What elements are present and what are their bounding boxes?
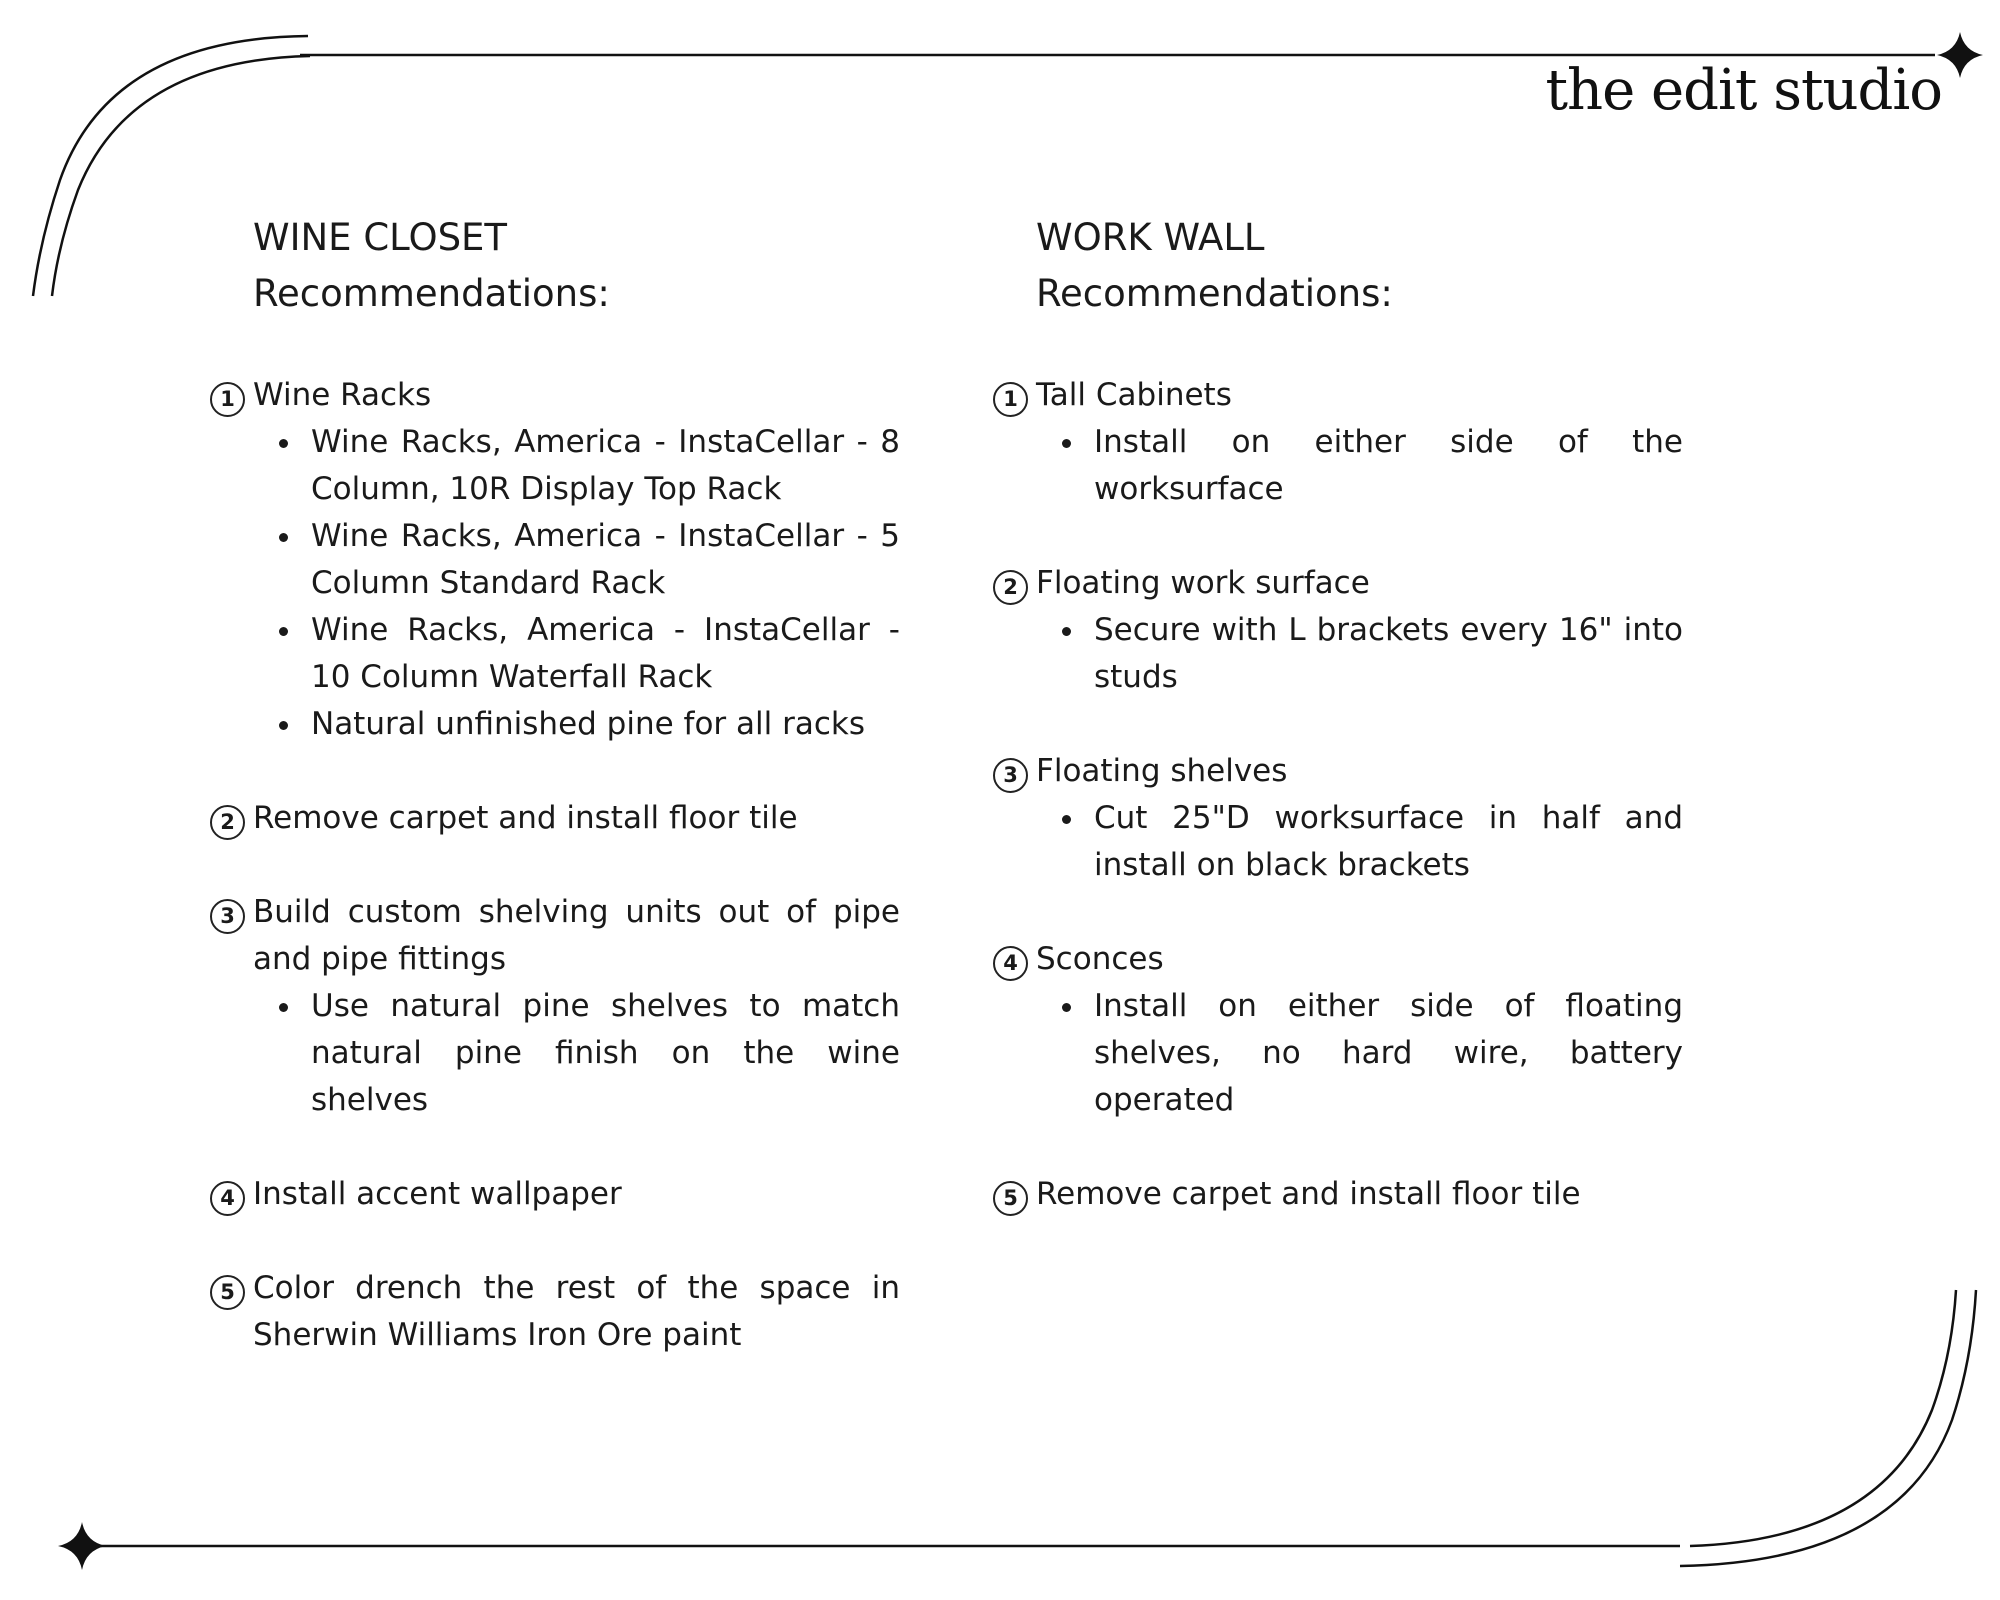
recommendation-text: Remove carpet and install floor tile	[1036, 1176, 1581, 1212]
recommendation-item	[210, 372, 900, 748]
section-subtitle: Recommendations:	[1036, 272, 1393, 315]
bullet-item	[1036, 607, 1683, 701]
circled-number-icon: 2	[993, 570, 1028, 605]
recommendation-item	[993, 936, 1683, 1124]
recommendation-item	[210, 1265, 900, 1359]
bullet-text: Cut 25"D worksurface in half and install on black brackets	[1094, 800, 1683, 883]
recommendation-item	[993, 1171, 1683, 1218]
bullet-item	[253, 513, 900, 607]
bullet-text: Use natural pine shelves to match natural pine finish on the wine shelves	[311, 988, 900, 1118]
bullet-text: Install on either side of floating shelves, no hard wire, battery operated	[1094, 988, 1683, 1118]
recommendation-item	[993, 372, 1683, 513]
circled-number-icon: 2	[210, 805, 245, 840]
bullet-dot-icon	[1062, 815, 1071, 824]
wine-closet-column	[210, 210, 900, 1406]
work-wall-column	[993, 210, 1683, 1265]
bullet-dot-icon	[1062, 1003, 1071, 1012]
bullet-item	[253, 607, 900, 701]
bullet-item	[253, 983, 900, 1124]
recommendation-item	[210, 795, 900, 842]
circled-number-icon: 3	[993, 758, 1028, 793]
bullet-list	[1036, 607, 1683, 701]
bullet-list	[1036, 419, 1683, 513]
recommendation-text: Sconces	[1036, 941, 1164, 977]
sparkle-star-icon-bottom	[58, 1522, 106, 1570]
sparkle-star-icon-top	[1937, 32, 1983, 78]
recommendation-text: Install accent wallpaper	[253, 1176, 622, 1212]
circled-number-icon: 5	[993, 1181, 1028, 1216]
recommendation-list	[210, 372, 900, 1359]
bullet-text: Wine Racks, America - InstaCellar - 10 Column Waterfall Rack	[311, 612, 900, 695]
bullet-item	[1036, 983, 1683, 1124]
bullet-text: Secure with L brackets every 16" into studs	[1094, 612, 1683, 695]
bullet-dot-icon	[1062, 439, 1071, 448]
brand-logo: the edit studio	[1545, 58, 1942, 123]
circled-number-icon: 1	[210, 382, 245, 417]
bullet-dot-icon	[279, 721, 288, 730]
recommendation-item	[210, 889, 900, 1124]
bullet-list	[1036, 795, 1683, 889]
bullet-text: Wine Racks, America - InstaCellar - 8 Column, 10R Display Top Rack	[311, 424, 900, 507]
bullet-list	[253, 983, 900, 1124]
recommendation-item	[993, 560, 1683, 701]
bullet-dot-icon	[279, 439, 288, 448]
bullet-item	[253, 419, 900, 513]
section-subtitle: Recommendations:	[253, 272, 610, 315]
recommendation-list	[993, 372, 1683, 1218]
section-title: WINE CLOSET	[253, 216, 508, 259]
bullet-dot-icon	[1062, 627, 1071, 636]
bottom-right-inner-arc	[1690, 1290, 1956, 1546]
bullet-list	[1036, 983, 1683, 1124]
recommendation-text: Wine Racks	[253, 377, 432, 413]
circled-number-icon: 5	[210, 1275, 245, 1310]
bullet-dot-icon	[279, 1003, 288, 1012]
bullet-item	[253, 701, 900, 748]
bullet-text: Install on either side of the worksurface	[1094, 424, 1683, 507]
circled-number-icon: 3	[210, 899, 245, 934]
recommendation-text: Floating work surface	[1036, 565, 1370, 601]
bullet-text: Natural unfinished pine for all racks	[311, 706, 865, 742]
bullet-item	[1036, 795, 1683, 889]
recommendation-item	[993, 748, 1683, 889]
bottom-right-outer-arc	[1680, 1290, 1976, 1566]
recommendation-text: Tall Cabinets	[1036, 377, 1232, 413]
circled-number-icon: 1	[993, 382, 1028, 417]
bullet-dot-icon	[279, 533, 288, 542]
bullet-list	[253, 419, 900, 748]
recommendation-text: Floating shelves	[1036, 753, 1288, 789]
recommendation-text: Build custom shelving units out of pipe and pipe fittings	[253, 894, 900, 977]
recommendation-text: Color drench the rest of the space in Sherwin Williams Iron Ore paint	[253, 1270, 900, 1353]
bullet-item	[1036, 419, 1683, 513]
bullet-text: Wine Racks, America - InstaCellar - 5 Column Standard Rack	[311, 518, 900, 601]
circled-number-icon: 4	[993, 946, 1028, 981]
bullet-dot-icon	[279, 627, 288, 636]
section-title: WORK WALL	[1036, 216, 1265, 259]
recommendation-item	[210, 1171, 900, 1218]
circled-number-icon: 4	[210, 1181, 245, 1216]
recommendation-text: Remove carpet and install floor tile	[253, 800, 798, 836]
